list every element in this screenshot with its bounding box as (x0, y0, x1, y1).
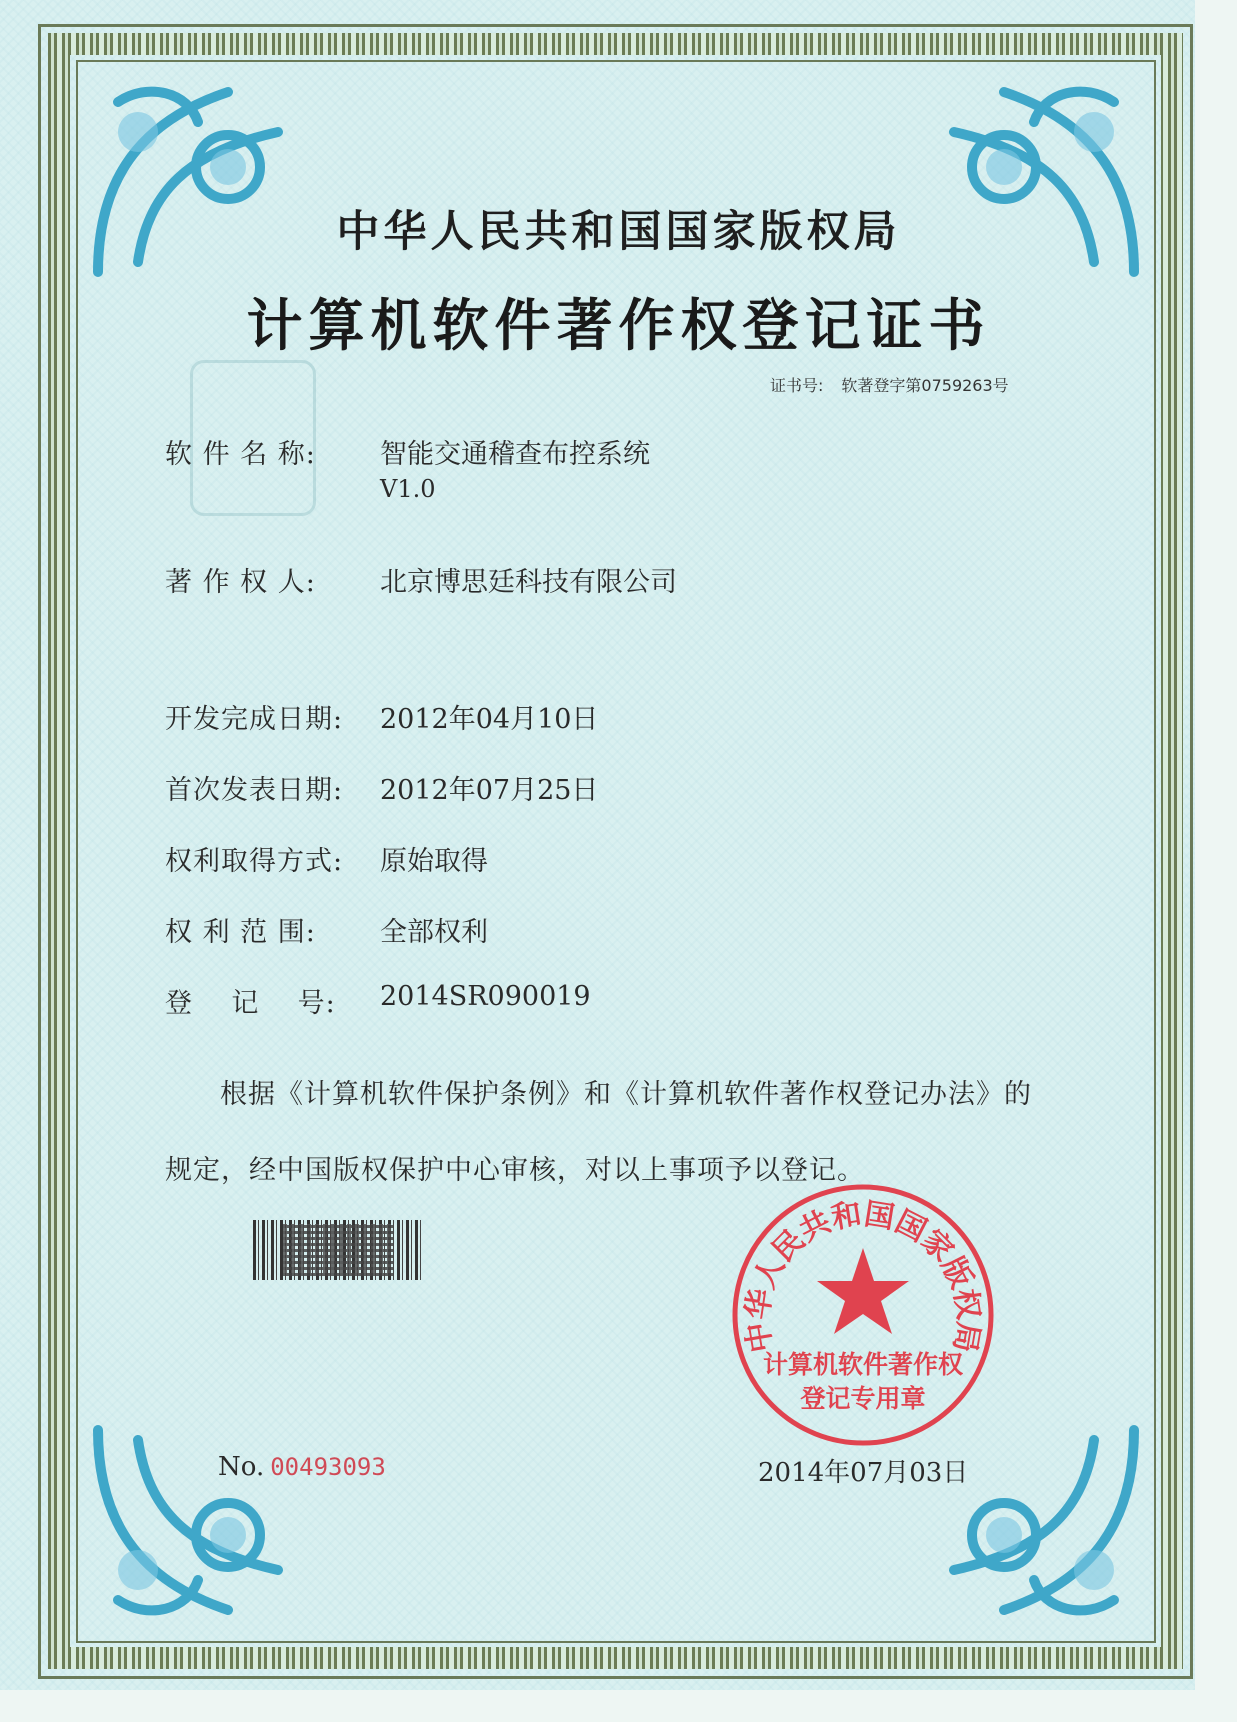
barcode (253, 1220, 423, 1280)
field-value: 全部权利 (380, 917, 488, 948)
seal-ring-text: 中华人民共和国国家版权局 (740, 1196, 986, 1355)
field-rights-scope (165, 910, 488, 949)
field-pub-date (165, 768, 598, 807)
field-value: 2012年04月10日 (380, 704, 599, 735)
field-acquire-method (165, 839, 488, 878)
field-value: 原始取得 (380, 846, 488, 877)
statement-line-1: 根据《计算机软件保护条例》和《计算机软件著作权登记办法》的 (220, 1079, 1032, 1110)
field-label: 登 记 号: (165, 988, 336, 1019)
field-software-name (165, 432, 650, 503)
certificate-title: 计算机软件著作权登记证书 (246, 293, 991, 359)
issue-date: 2014年07月03日 (758, 1458, 969, 1488)
field-dev-date (165, 697, 598, 736)
serial-number-label: No. (218, 1452, 265, 1482)
certificate-number-value: 软著登字第0759263号 (841, 376, 1009, 395)
statement-line-2: 规定，经中国版权保护中心审核，对以上事项予以登记。 (165, 1155, 865, 1186)
certificate-number (770, 373, 1009, 396)
field-label: 软 件 名 称: (165, 439, 316, 470)
field-label: 首次发表日期: (165, 775, 344, 806)
serial-number-value: 00493093 (270, 1453, 386, 1481)
issuer-title: 中华人民共和国国家版权局 (336, 207, 901, 257)
star-icon (817, 1248, 909, 1334)
field-registration-number (165, 981, 591, 1020)
serial-number (218, 1452, 386, 1482)
corner-ornament-bottom-left (78, 1410, 318, 1640)
field-value: 2012年07月25日 (380, 775, 599, 806)
field-label: 权利取得方式: (165, 846, 344, 877)
field-value: 智能交通稽查布控系统 (380, 439, 650, 470)
field-label: 权 利 范 围: (165, 917, 316, 948)
field-label: 著 作 权 人: (165, 567, 316, 598)
official-seal (728, 1180, 998, 1450)
seal-inner-line-2: 登记专用章 (800, 1384, 926, 1413)
certificate-number-label: 证书号: (770, 376, 824, 395)
field-value: 北京博思廷科技有限公司 (380, 567, 677, 598)
seal-inner-line-1: 计算机软件著作权 (762, 1350, 964, 1379)
field-value: 2014SR090019 (380, 981, 591, 1012)
field-label: 开发完成日期: (165, 704, 344, 735)
field-version: V1.0 (380, 475, 436, 503)
field-owner (165, 560, 677, 599)
